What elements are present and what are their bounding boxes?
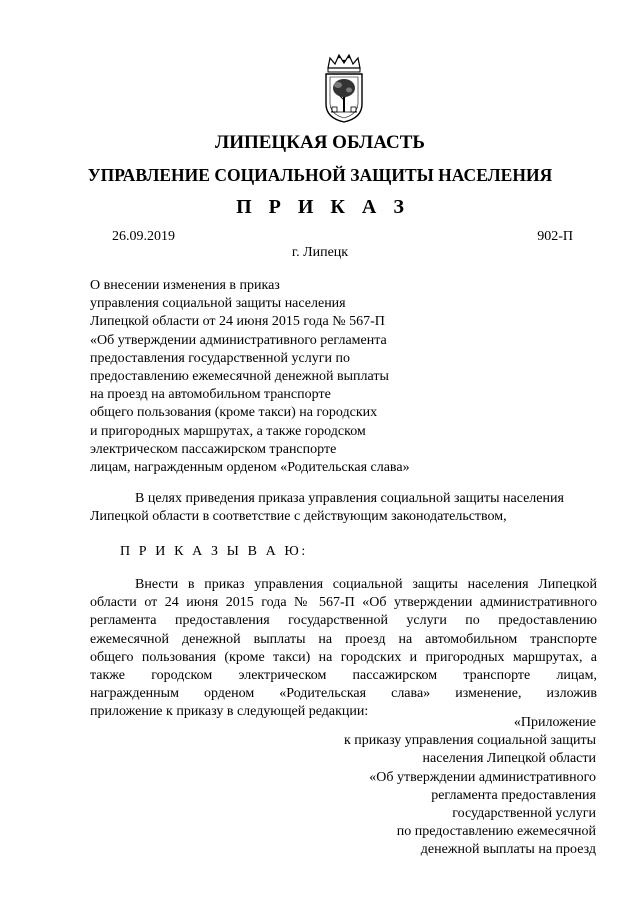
- appendix-line: по предоставлению ежемесячной: [396, 824, 596, 840]
- subject-line: и пригородных маршрутах, а также городском: [90, 423, 366, 439]
- document-number: 902-П: [537, 229, 573, 244]
- body-line: награжденным орденом «Родительская слава» изменение, изложив: [90, 686, 597, 702]
- document-date: 26.09.2019: [112, 229, 175, 244]
- appendix-line: денежной выплаты на проезд: [420, 842, 596, 858]
- appendix-line: «Об утверждении административного: [369, 769, 596, 785]
- body-line: приложение к приказу в следующей редакции:: [90, 704, 369, 720]
- body-line: регламента предоставления государственной услуги по предоставлению: [90, 613, 597, 629]
- appendix-reference: [344, 714, 596, 860]
- subject-line: управления социальной защиты населения: [90, 296, 346, 312]
- subject-line: предоставлению ежемесячной денежной выплаты: [90, 369, 389, 385]
- subject-line: на проезд на автомобильном транспорте: [90, 387, 331, 403]
- appendix-line: государственной услуги: [452, 806, 596, 822]
- document-city: г. Липецк: [291, 245, 349, 260]
- appendix-line: к приказу управления социальной защиты: [343, 733, 596, 749]
- subject-line: общего пользования (кроме такси) на городских: [90, 405, 378, 421]
- appendix-line: населения Липецкой области: [422, 751, 596, 767]
- body-line: общего пользования (кроме такси) на городских и пригородных маршрутах, а: [90, 649, 597, 665]
- appendix-line: «Приложение: [513, 715, 596, 730]
- subject-line: О внесении изменения в приказ: [90, 278, 280, 293]
- region-title: ЛИПЕЦКАЯ ОБЛАСТЬ: [215, 132, 425, 153]
- appendix-line: регламента предоставления: [431, 787, 596, 803]
- subject-line: лицам, награжденным орденом «Родительская слава»: [90, 460, 410, 476]
- subject-line: электрическом пассажирском транспорте: [90, 441, 337, 457]
- lipetsk-coat-of-arms-icon: [322, 52, 366, 124]
- subject-line: «Об утверждении административного регламента: [90, 332, 387, 348]
- body-line: Внести в приказ управления социальной защиты населения Липецкой: [135, 577, 597, 592]
- preamble-line: В целях приведения приказа управления социальной защиты населения: [135, 491, 564, 506]
- preamble-paragraph: [90, 490, 597, 526]
- document-type: П Р И К А З: [236, 196, 410, 218]
- body-line: также городском электрическом пассажирском транспорте лицам,: [90, 668, 597, 684]
- subject-line: Липецкой области от 24 июня 2015 года № 567-П: [90, 314, 385, 330]
- preamble-line: Липецкой области в соответствие с действующим законодательством,: [90, 509, 507, 525]
- order-heading: П Р И К А З Ы В А Ю:: [120, 544, 308, 559]
- body-line: области от 24 июня 2015 года № 567-П «Об утверждении административного: [90, 595, 597, 611]
- body-line: ежемесячной денежной выплаты на проезд на автомобильном транспорте: [90, 631, 597, 647]
- department-title: УПРАВЛЕНИЕ СОЦИАЛЬНОЙ ЗАЩИТЫ НАСЕЛЕНИЯ: [87, 165, 553, 185]
- subject-line: предоставления государственной услуги по: [90, 350, 350, 366]
- document-subject: [90, 277, 410, 477]
- body-paragraph: [90, 576, 597, 722]
